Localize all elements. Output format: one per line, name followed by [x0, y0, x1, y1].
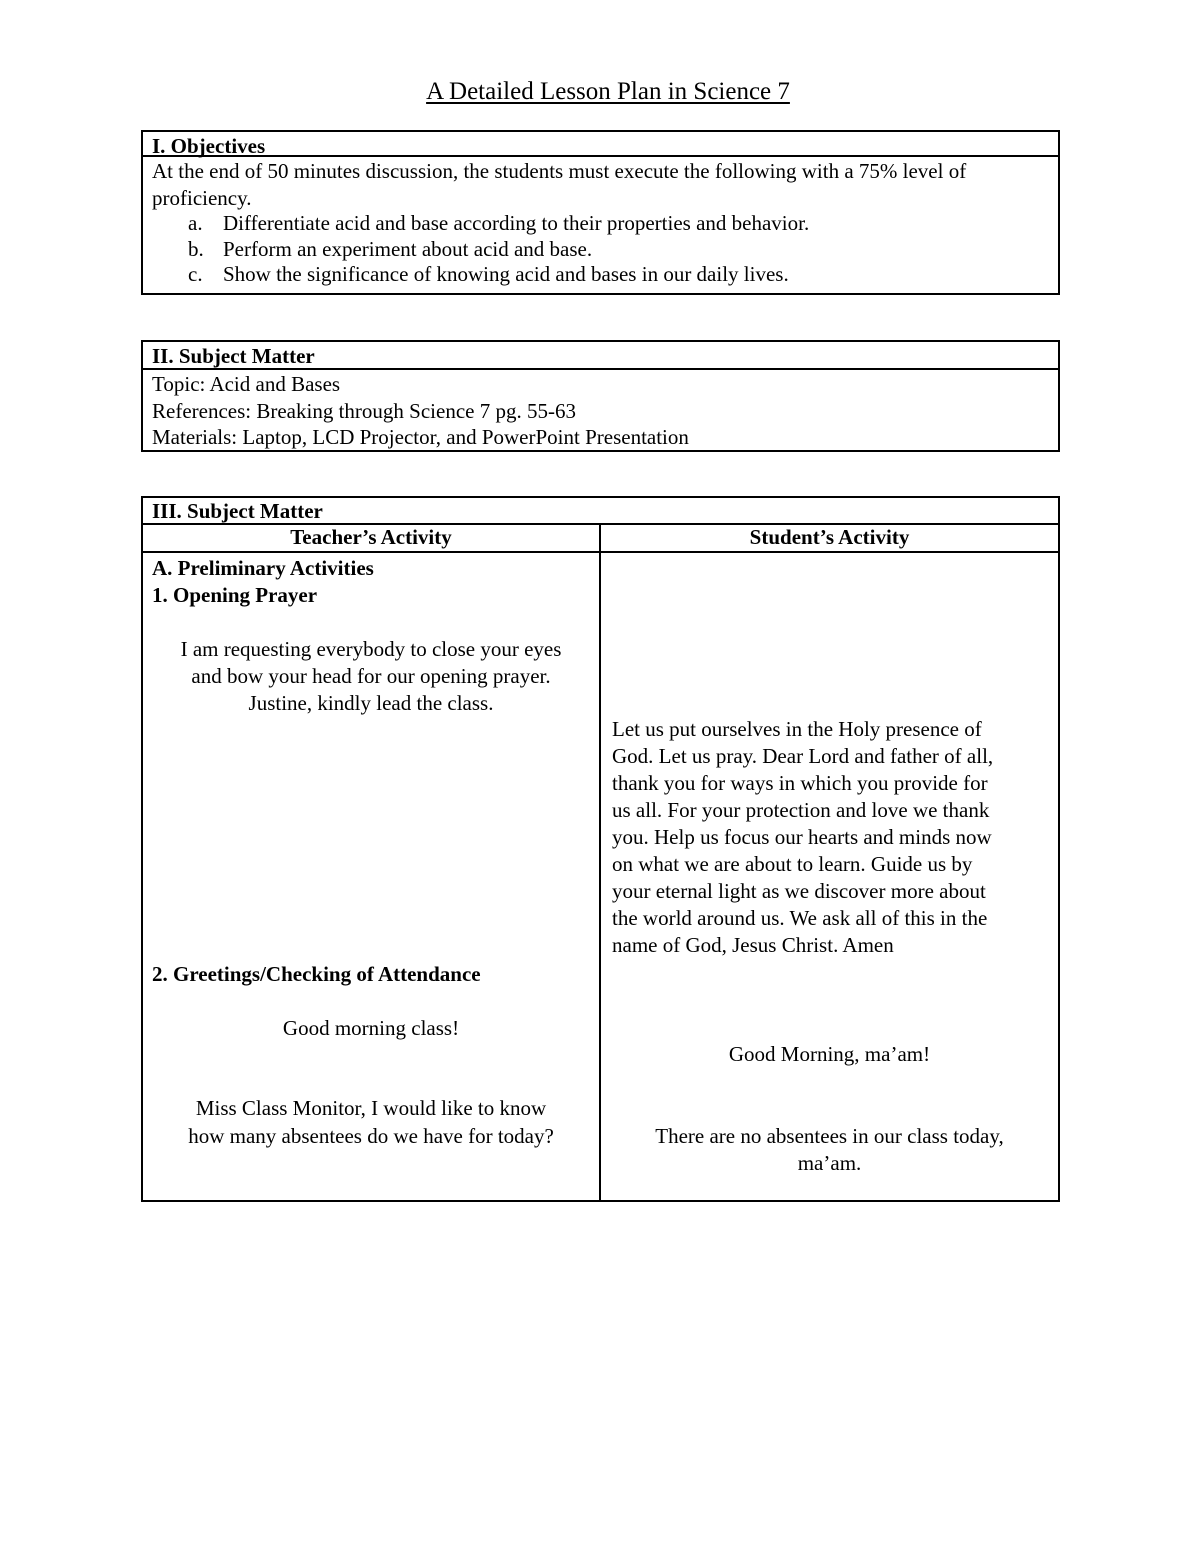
teacher-prayer-line: and bow your head for our opening prayer. [191, 664, 551, 688]
objectives-section [141, 130, 1060, 295]
student-greeting: Good Morning, ma’am! [728, 1042, 931, 1066]
subject-topic: Topic: Acid and Bases [152, 372, 341, 396]
teacher-prayer-line: Justine, kindly lead the class. [248, 691, 494, 715]
greetings-heading: 2. Greetings/Checking of Attendance [152, 962, 481, 986]
student-prayer-line: your eternal light as we discover more about [612, 879, 986, 903]
student-attendance-line: ma’am. [797, 1151, 862, 1175]
subject-references: References: Breaking through Science 7 pg. 55-63 [152, 398, 576, 423]
opening-prayer-heading: 1. Opening Prayer [152, 583, 318, 607]
subject-matter-section [141, 340, 1060, 452]
teacher-activity-header: Teacher’s Activity [143, 525, 599, 553]
objective-item [152, 237, 1049, 263]
student-prayer-line: us all. For your protection and love we thank [612, 798, 990, 822]
objective-text: Differentiate acid and base according to their properties and behavior. [223, 211, 810, 235]
objective-marker: c. [188, 262, 203, 286]
teacher-attendance-line: Miss Class Monitor, I would like to know [195, 1096, 547, 1120]
student-prayer-line: on what we are about to learn. Guide us by [612, 852, 973, 876]
subject-matter-heading: II. Subject Matter [143, 342, 1058, 370]
teacher-attendance-line: how many absentees do we have for today? [188, 1124, 554, 1148]
student-prayer-line: name of God, Jesus Christ. Amen [612, 933, 894, 957]
procedure-table [141, 496, 1060, 1202]
objective-marker: b. [188, 236, 204, 261]
document-title: A Detailed Lesson Plan in Science 7 [426, 78, 790, 105]
subject-materials: Materials: Laptop, LCD Projector, and PowerPoint Presentation [152, 425, 689, 449]
objectives-list [152, 211, 1049, 288]
objective-item [152, 211, 1049, 237]
objective-text: Show the significance of knowing acid and bases in our daily lives. [223, 262, 789, 286]
objective-text: Perform an experiment about acid and base. [223, 236, 593, 261]
objective-marker: a. [188, 211, 203, 235]
teacher-prayer-line: I am requesting everybody to close your eyes [180, 637, 562, 661]
student-prayer-line: Let us put ourselves in the Holy presence of [612, 717, 982, 741]
student-prayer-line: you. Help us focus our hearts and minds now [612, 825, 992, 849]
column-divider [599, 525, 601, 1200]
preliminary-activities-heading: A. Preliminary Activities [152, 556, 374, 580]
objectives-intro: At the end of 50 minutes discussion, the students must execute the following with a 75% level of proficiency. [152, 159, 967, 210]
student-prayer-line: the world around us. We ask all of this in the [612, 906, 988, 930]
student-attendance-line: There are no absentees in our class today, [655, 1124, 1004, 1148]
teacher-greeting: Good morning class! [282, 1016, 460, 1040]
procedure-heading: III. Subject Matter [143, 498, 1058, 525]
student-prayer-line: thank you for ways in which you provide for [612, 771, 988, 795]
student-prayer-line: God. Let us pray. Dear Lord and father of all, [612, 744, 994, 768]
student-activity-header: Student’s Activity [601, 525, 1058, 553]
objectives-heading: I. Objectives [143, 132, 1058, 157]
objective-item [152, 262, 1049, 288]
